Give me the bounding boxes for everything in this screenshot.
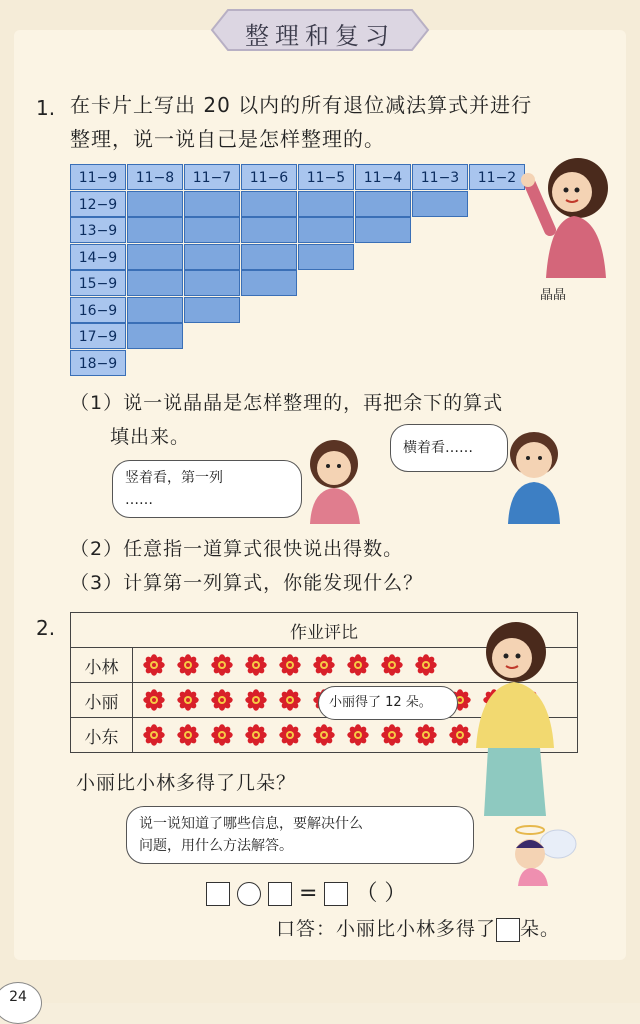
hint-line1: 说一说知道了哪些信息，要解决什么 bbox=[139, 816, 363, 832]
student-name: 小林 bbox=[71, 648, 133, 683]
answer-suffix: 朵。 bbox=[520, 918, 561, 940]
hint-bubble bbox=[126, 806, 474, 864]
angel-mascot-illustration bbox=[500, 824, 584, 890]
operator-circle[interactable] bbox=[237, 882, 261, 906]
card-left-0: 12−9 bbox=[70, 191, 126, 217]
sub-question-1-line1: （1）说一说晶晶是怎样整理的，再把余下的算式 bbox=[70, 392, 504, 414]
speech-bubble-boy: 横着看…… bbox=[390, 424, 508, 472]
blank-card bbox=[241, 191, 297, 217]
speech-bubble-girl bbox=[112, 460, 302, 518]
girl-jingjing-illustration bbox=[516, 150, 616, 280]
flower-icon bbox=[341, 655, 375, 674]
flower-icon bbox=[307, 655, 341, 674]
flower-icon bbox=[307, 725, 341, 744]
blank-card bbox=[355, 217, 411, 243]
card-left-6: 18−9 bbox=[70, 350, 126, 376]
flower-icon bbox=[205, 690, 239, 709]
blank-card bbox=[241, 244, 297, 270]
result-box[interactable] bbox=[324, 882, 348, 906]
hint-line2: 问题，用什么方法解答。 bbox=[139, 838, 293, 854]
card-top-1: 11−8 bbox=[127, 164, 183, 190]
unit-parentheses: （ ） bbox=[355, 881, 407, 906]
question-2-number: 2. bbox=[36, 616, 56, 640]
flower-icon bbox=[137, 690, 171, 709]
blank-card bbox=[127, 191, 183, 217]
girl-pondering-illustration bbox=[300, 436, 370, 524]
flower-icon bbox=[171, 690, 205, 709]
card-left-1: 13−9 bbox=[70, 217, 126, 243]
flower-icon bbox=[409, 725, 443, 744]
student-name: 小东 bbox=[71, 718, 133, 753]
blank-box[interactable] bbox=[268, 882, 292, 906]
blank-card bbox=[184, 217, 240, 243]
blank-card bbox=[127, 297, 183, 323]
question-1-number: 1. bbox=[36, 96, 56, 120]
blank-card bbox=[184, 297, 240, 323]
card-top-7: 11−2 bbox=[469, 164, 525, 190]
flower-icon bbox=[375, 725, 409, 744]
flower-icon bbox=[239, 690, 273, 709]
question-2-prompt: 小丽比小林多得了几朵？ bbox=[76, 772, 297, 794]
page-number: 24 bbox=[0, 982, 42, 1024]
flower-icon bbox=[273, 655, 307, 674]
card-left-3: 15−9 bbox=[70, 270, 126, 296]
blank-card bbox=[127, 323, 183, 349]
blank-card bbox=[127, 244, 183, 270]
card-top-5: 11−4 bbox=[355, 164, 411, 190]
question-1-line1: 在卡片上写出 20 以内的所有退位减法算式并进行 bbox=[70, 93, 533, 117]
student-name: 小丽 bbox=[71, 683, 133, 718]
flower-icon bbox=[341, 725, 375, 744]
oral-answer bbox=[276, 914, 560, 942]
card-left-2: 14−9 bbox=[70, 244, 126, 270]
speech-bubble-teacher: 小丽得了 12 朵。 bbox=[318, 686, 458, 720]
flower-icon bbox=[239, 725, 273, 744]
answer-blank-box[interactable] bbox=[496, 918, 520, 942]
card-top-6: 11−3 bbox=[412, 164, 468, 190]
question-1-line2: 整理，说一说自己是怎样整理的。 bbox=[70, 127, 385, 151]
bubble-girl-line1: 竖着看，第一列 bbox=[125, 470, 223, 486]
blank-card bbox=[298, 191, 354, 217]
blank-card bbox=[127, 217, 183, 243]
sub-question-2: （2）任意指一道算式很快说出得数。 bbox=[70, 538, 404, 560]
teacher-illustration bbox=[454, 618, 574, 818]
flower-icon bbox=[409, 655, 443, 674]
equation-blanks bbox=[206, 876, 406, 907]
blank-card bbox=[184, 191, 240, 217]
flower-icon bbox=[137, 725, 171, 744]
blank-card bbox=[184, 244, 240, 270]
card-left-4: 16−9 bbox=[70, 297, 126, 323]
flower-icon bbox=[239, 655, 273, 674]
sub-question-3: （3）计算第一列算式，你能发现什么？ bbox=[70, 572, 424, 594]
boy-thinking-illustration bbox=[498, 428, 568, 524]
blank-card bbox=[184, 270, 240, 296]
blank-card bbox=[298, 217, 354, 243]
blank-box[interactable] bbox=[206, 882, 230, 906]
page-title: 整理和复习 bbox=[245, 22, 395, 50]
flower-icon bbox=[171, 655, 205, 674]
card-top-3: 11−6 bbox=[241, 164, 297, 190]
card-top-0: 11−9 bbox=[70, 164, 126, 190]
title-banner bbox=[210, 6, 430, 54]
flower-icon bbox=[205, 725, 239, 744]
blank-card bbox=[127, 270, 183, 296]
flower-icon bbox=[171, 725, 205, 744]
blank-card bbox=[412, 191, 468, 217]
blank-card bbox=[241, 217, 297, 243]
flower-icon bbox=[205, 655, 239, 674]
card-top-2: 11−7 bbox=[184, 164, 240, 190]
table-title: 作业评比 bbox=[71, 613, 578, 648]
flower-icon bbox=[273, 725, 307, 744]
bubble-girl-line2: …… bbox=[125, 492, 153, 508]
sub-question-1-line2: 填出来。 bbox=[110, 426, 191, 448]
blank-card bbox=[298, 244, 354, 270]
flower-icon bbox=[273, 690, 307, 709]
blank-card bbox=[355, 191, 411, 217]
card-left-5: 17−9 bbox=[70, 323, 126, 349]
card-top-4: 11−5 bbox=[298, 164, 354, 190]
girl-jingjing-name: 晶晶 bbox=[540, 288, 567, 303]
answer-prefix: 口答：小丽比小林多得了 bbox=[276, 918, 497, 940]
blank-card bbox=[241, 270, 297, 296]
flower-icon bbox=[137, 655, 171, 674]
equals-sign: = bbox=[299, 881, 318, 906]
flower-icon bbox=[375, 655, 409, 674]
